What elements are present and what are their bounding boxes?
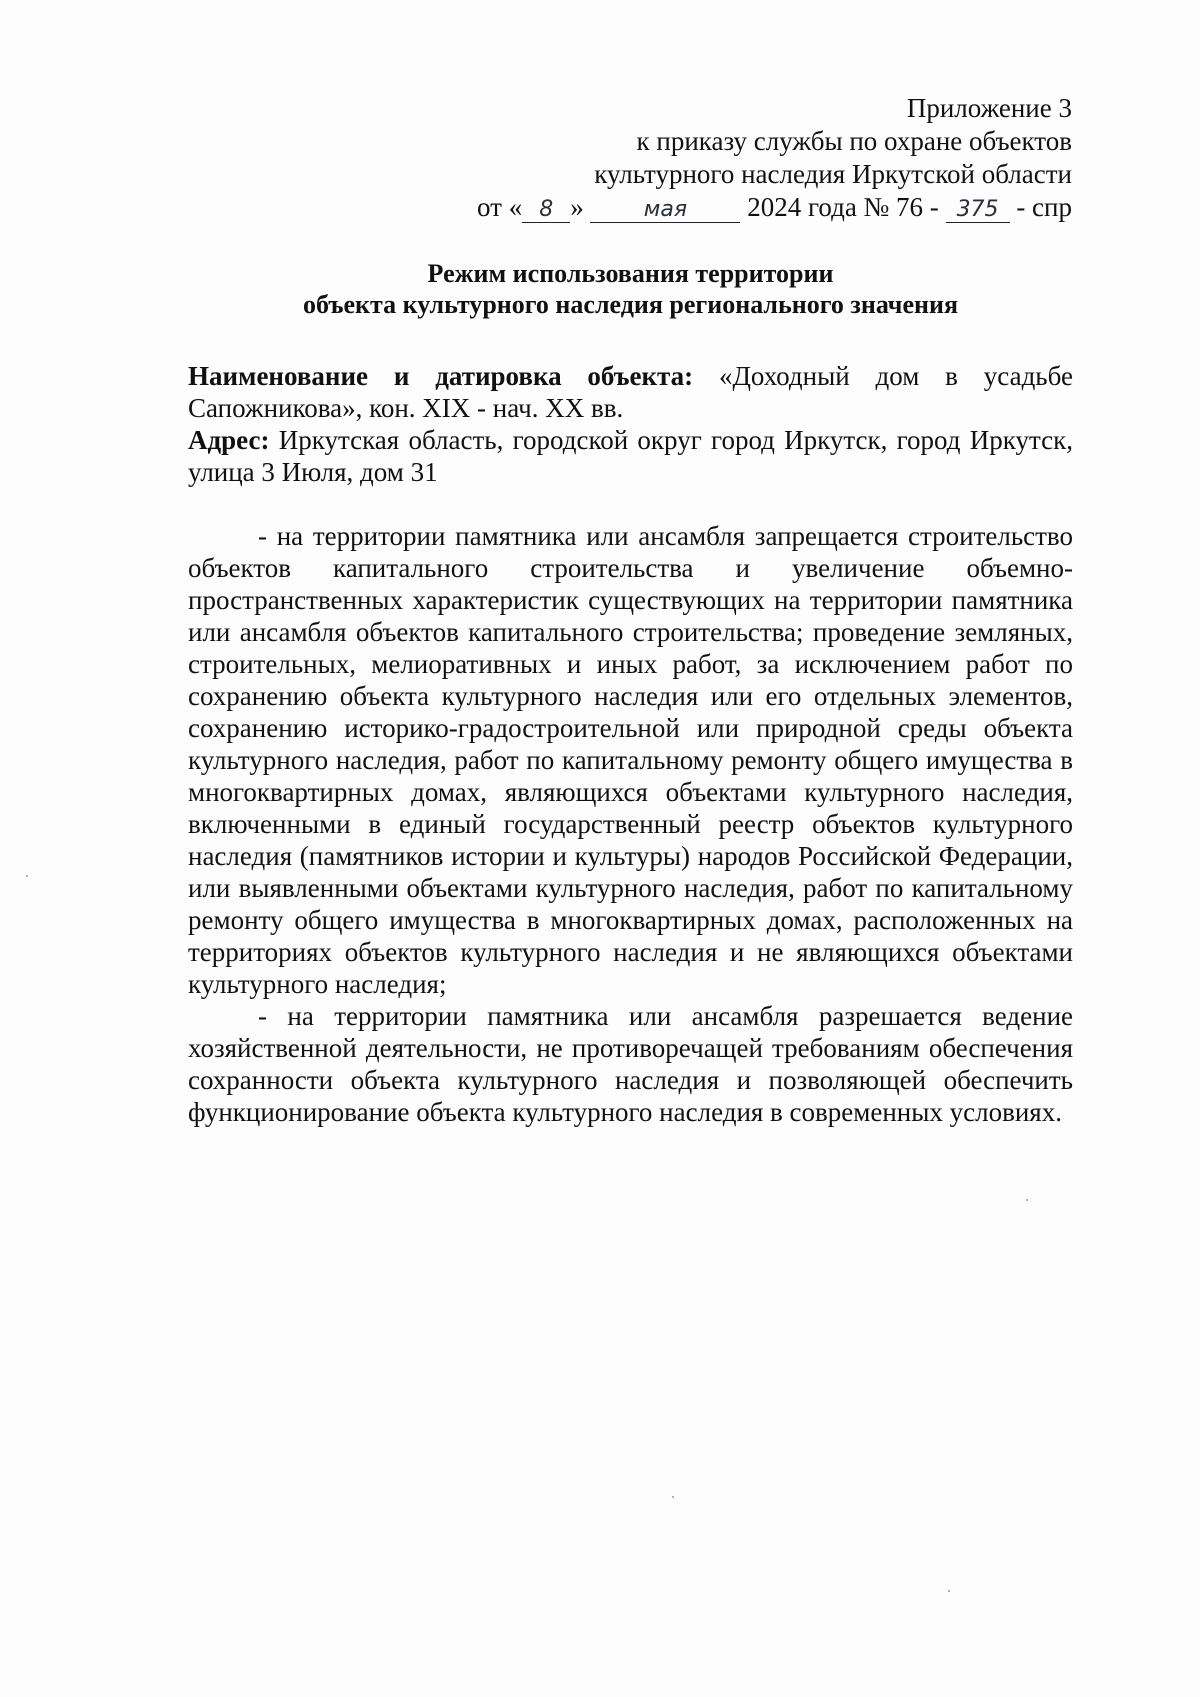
object-address bbox=[188, 424, 1073, 488]
handwritten-day: 8 bbox=[522, 198, 570, 223]
document-body bbox=[188, 360, 1073, 1128]
object-name-label: Наименование и датировка объекта: bbox=[188, 361, 694, 391]
appendix-header bbox=[477, 92, 1072, 224]
date-mid: » bbox=[570, 192, 584, 222]
paragraph-spacer bbox=[188, 488, 1073, 520]
scan-speck bbox=[672, 1496, 674, 1498]
permission-paragraph: - на территории памятника или ансамбля разрешается ведение хозяйственной деятельности, не противоречащей требованиям обеспечения сохранности объекта культурного наследия и позволяющей обеспечить функционирование объекта культурного наследия в современных условиях. bbox=[188, 1001, 1073, 1127]
issuing-authority: культурного наследия Иркутской области bbox=[594, 159, 1072, 189]
order-suffix: - спр bbox=[1016, 192, 1072, 222]
order-reference: к приказу службы по охране объектов bbox=[636, 126, 1072, 156]
order-date-line bbox=[477, 191, 1072, 224]
handwritten-order-number: 375 bbox=[946, 198, 1010, 223]
object-name bbox=[188, 360, 1073, 424]
scan-speck bbox=[948, 1590, 950, 1592]
object-name-value: «Доходный дом в усадьбе Сапожникова», кон. XIX - нач. XX вв. bbox=[188, 361, 1073, 423]
document-title bbox=[188, 258, 1073, 320]
year-and-number: 2024 года № 76 - bbox=[747, 192, 939, 222]
handwritten-month: мая bbox=[590, 198, 740, 223]
appendix-number: Приложение 3 bbox=[906, 93, 1072, 123]
object-address-label: Адрес: bbox=[188, 425, 270, 455]
title-line-1: Режим использования территории bbox=[427, 259, 834, 288]
title-line-2: объекта культурного наследия регионального значения bbox=[302, 290, 959, 319]
scan-speck bbox=[26, 875, 28, 877]
prohibition-paragraph: - на территории памятника или ансамбля запрещается строительство объектов капитального строительства и увеличение объемно-пространственных характеристик существующих на территории памятника или ансамбля объектов капитального строительства; проведение земляных, строительных, мелиоративных и иных работ, за исключением работ по сохранению объекта культурного наследия или его отдельных элементов, сохранению историко-градостроительной или природной среды объекта культурного наследия, работ по капитальному ремонту общего имущества в многоквартирных домах, являющихся объектами культурного наследия, включенными в единый государственный реестр объектов культурного наследия (памятников истории и культуры) народов Российской Федерации, или выявленными объектами культурного наследия, работ по капитальному ремонту общего имущества в многоквартирных домах, расположенных на территориях объектов культурного наследия и не являющихся объектами культурного наследия; bbox=[188, 521, 1073, 999]
object-address-value: Иркутская область, городской округ город Иркутск, город Иркутск, улица 3 Июля, дом 31 bbox=[188, 425, 1074, 487]
scan-speck bbox=[1026, 1199, 1028, 1201]
date-prefix: от « bbox=[477, 192, 523, 222]
